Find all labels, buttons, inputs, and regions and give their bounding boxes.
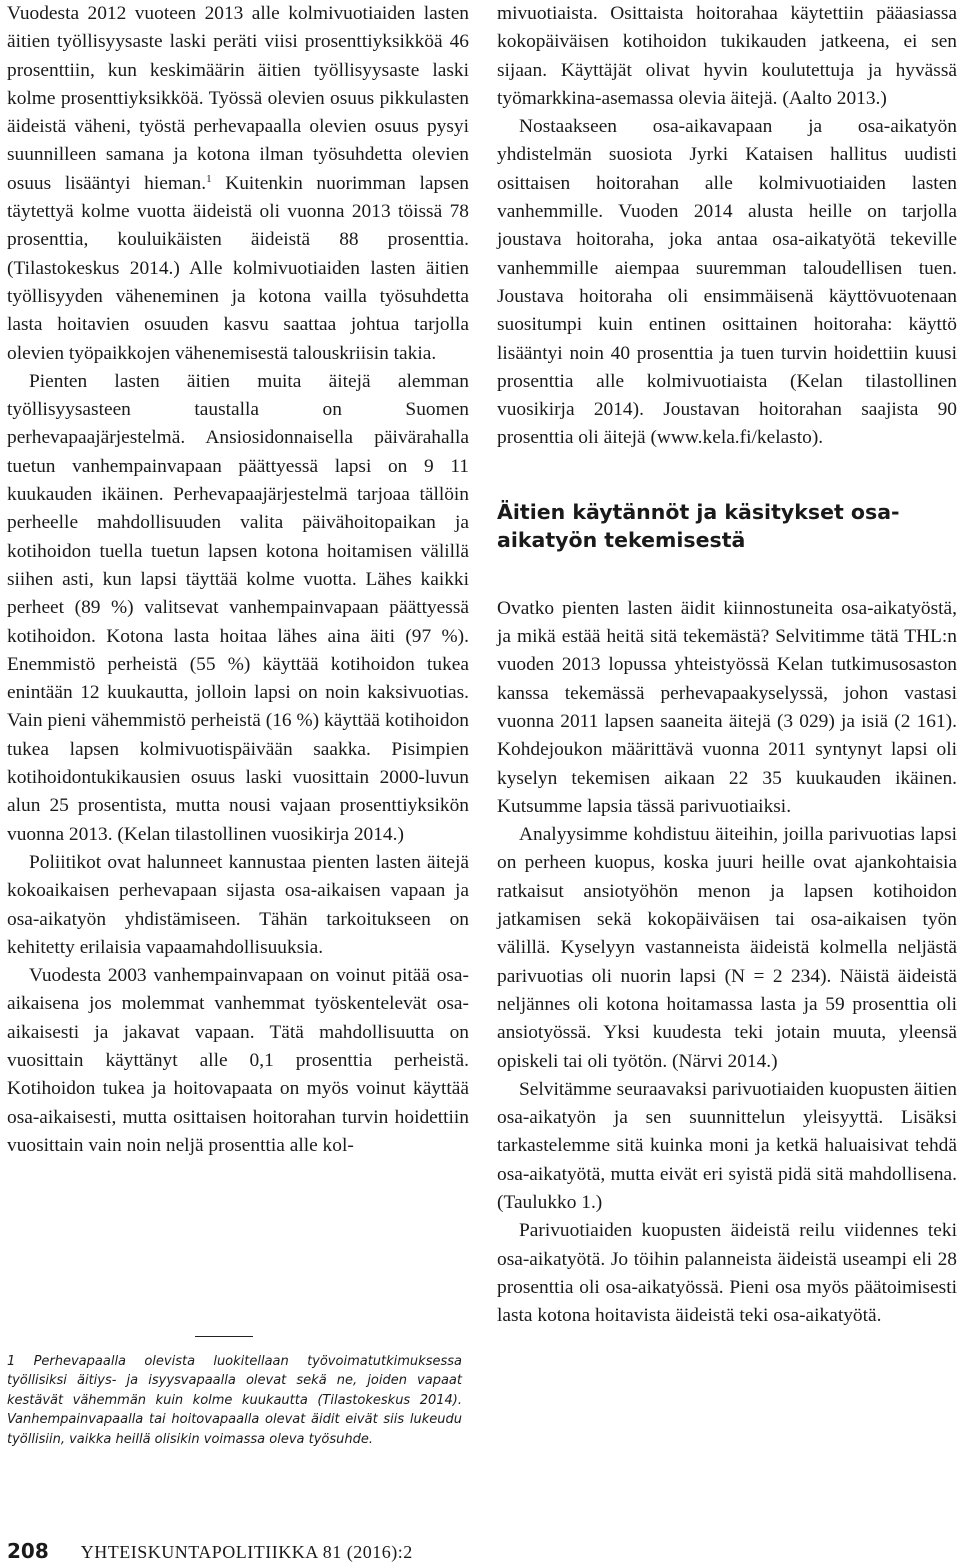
paragraph: Selvitämme seuraavaksi parivuotiaiden kuopusten äitien osa-aikatyön ja sen suunnittelun yleisyyttä. Lisäksi tarkastelemme sitä kuinka moni ja ketkä haluaisivat tehdä osa-aikatyötä, mutta eivät eri syistä pidä sitä mahdollisena. (Taulukko 1.) xyxy=(497,1078,957,1213)
left-column xyxy=(7,0,469,1160)
page-number: 208 xyxy=(7,1539,49,1563)
paragraph xyxy=(7,0,469,368)
paragraph-text: Kuitenkin nuorimman lapsen täytettyä kolme vuotta äideistä oli vuonna 2013 töissä 78 prosenttia, kouluikäisten äideistä 88 prosenttia. (Tilastokeskus 2014.) Alle kolmivuotiaiden lasten äitien työllisyyden väheneminen ja kotona vailla työsuhdetta lasta hoitavien osuuden kasvu saattaa johtua tarjolla olevien työpaikkojen vähenemisestä talouskriisin takia. xyxy=(7,172,470,364)
paragraph: Parivuotiaiden kuopusten äideistä reilu viidennes teki osa-aikatyötä. Jo töihin palanneista äideistä useampi eli 28 prosenttia oli osa-aikatyössä. Pieni osa myös päätoimisesti lasta kotona hoitavista äideistä teki osa-aikatyötä. xyxy=(497,1220,957,1327)
paragraph: Poliitikot ovat halunneet kannustaa pienten lasten äitejä kokoaikaisen perhevapaan sijasta osa-aikaisen vapaan ja osa-aikatyön yhdistämiseen. Tähän tarkoitukseen on kehitetty erilaisia vapaamahdollisuuksia. xyxy=(7,851,469,958)
section-heading: Äitien käytännöt ja käsitykset osa-aikatyön tekemisestä xyxy=(497,499,900,552)
footnote-rule xyxy=(195,1336,253,1337)
paragraph: Nostaakseen osa-aikavapaan ja osa-aikatyön yhdistelmän suosiota Jyrki Kataisen hallitus uudisti osittaisen hoitorahan alle kolmivuotiaiden lasten vanhemmille. Vuoden 2014 alusta heille on tarjolla joustava hoitoraha, joka antaa osa-aikatyötä tekeville vanhemmille aiempaa suuremman taloudellisen tuen. Joustava hoitoraha oli ensimmäisenä käyttövuotenaan suositumpi kuin entinen osittainen hoitoraha: käyttö lisääntyi noin 40 prosenttia ja tuen turvin hoidettiin kuusi prosenttia alle kolmivuotiaista (Kelan tilastollinen vuosikirja 2014). Joustavan hoitorahan saajista 90 prosenttia oli äitejä (www.kela.fi/kelasto). xyxy=(497,116,957,449)
paragraph: Ovatko pienten lasten äidit kiinnostuneita osa-aikatyöstä, ja mikä estää heitä sitä tekemästä? Selvitimme tätä THL:n vuoden 2013 lopussa yhteistyössä Kelan tutkimusosaston kanssa tekemässä perhevapaakyselyssä, johon vastasi vuonna 2011 lapsen saaneita äitejä (3 029) ja isiä (2 161). Kohdejoukon määrittävä vuonna 2011 syntynyt lapsi oli kyselyn tekemisen aikaan 22 35 kuukauden ikäinen. Kutsumme lapsia tässä parivuotiaiksi. xyxy=(497,597,957,817)
page-footer xyxy=(7,1539,413,1563)
paragraph: Pienten lasten äitien muita äitejä alemman työllisyysasteen taustalla on Suomen perhevapaajärjestelmä. Ansiosidonnaisella päivärahalla tuetun vanhempainvapaan päättyessä lapsi on 9 11 kuukauden ikäinen. Perhevapaajärjestelmä tarjoaa tällöin perheelle mahdollisuuden valita päivähoitopaikan ja kotihoidon tuella tuetun lapsen kotona hoitamisen välillä siihen asti, kun lapsi täyttää kolme vuotta. Lähes kaikki perheet (89 %) valitsevat vanhempainvapaan päättyessä kotihoidon. Kotona lasta hoitaa lähes aina äiti (97 %). Enemmistö perheistä (55 %) käyttää kotihoidon tukea enintään 12 kuukautta, jolloin lapsi on noin kaksivuotias. Vain pieni vähemmistö perheistä (16 %) käyttää kotihoidon tukea lapsen kolmivuotispäivään saakka. Pisimpien kotihoidontukikausien osuus laski vuosittain 2000-luvun alun 25 prosentista, mutta nousi vajaan prosenttiyksikön vuonna 2013. (Kelan tilastollinen vuosikirja 2014.) xyxy=(7,370,469,845)
paragraph-text: Vuodesta 2012 vuoteen 2013 alle kolmivuotiaiden lasten äitien työllisyysaste laski peräti viisi prosenttiyksikköä 46 prosenttiin, kun keskimäärin äitien työllisyysaste laski kolme prosenttiyksikköä. Työssä olevien osuus pikkulasten äideistä väheni, työstä perhevapaalla olevien osuus pysyi suunnilleen samana ja kotona ilman työsuhdetta olevien osuus lisääntyi hieman. xyxy=(7,3,469,194)
paragraph: Vuodesta 2003 vanhempainvapaan on voinut pitää osa-aikaisena jos molemmat vanhemmat työskentelevät osa-aikaisesti ja jakavat vapaan. Tätä mahdollisuutta on vuosittain käyttänyt alle 0,1 prosenttia perheistä. Kotihoidon tukea ja hoitovapaata on myös voinut käyttää osa-aikaisesti, mutta osittaisen hoitorahan turvin hoidettiin vuosittain vain noin neljä prosenttia alle kol- xyxy=(7,965,469,1156)
footnote: 1 Perhevapaalla olevista luokitellaan työvoimatutkimuksessa työllisiksi äitiys- ja isyysvapaalla olevat sekä ne, joiden vapaat kestävät vähemmän kuin kolme kuukautta (Tilastokeskus 2014). Vanhempainvapaalla tai hoitovapaalla olevat äidit eivät siis lukeudu työllisiin, vaikka heillä olisikin voimassa oleva työsuhde. xyxy=(7,1354,462,1447)
paragraph: mivuotiaista. Osittaista hoitorahaa käytettiin pääasiassa kokopäiväisen kotihoidon tukikauden jatkeena, ei sen sijaan. Käyttäjät olivat hyvin koulutettuja ja hyvässä työmarkkina-asemassa olevia äitejä. (Aalto 2013.) xyxy=(497,3,957,109)
journal-name: YHTEISKUNTAPOLITIIKKA 81 (2016):2 xyxy=(80,1542,413,1562)
footnote-marker: 1 xyxy=(206,172,212,185)
right-column xyxy=(497,0,957,1330)
paragraph: Analyysimme kohdistuu äiteihin, joilla parivuotias lapsi on perheen kuopus, koska juuri heille ovat ajankohtaisia ratkaisut ansiotyöhön menon ja lapsen kotihoidon jatkamisen sekä kokopäiväisen tai osa-aikaisen työn välillä. Kyselyyn vastanneista äideistä kolmella neljästä parivuotias oli nuorin lapsi (N = 2 234). Näistä äideistä neljännes oli kotona hoitamassa lasta ja 59 prosenttia oli ansiotyössä. Yksi kuudesta teki jotain muuta, yleensä opiskeli tai oli työtön. (Närvi 2014.) xyxy=(497,824,957,1072)
